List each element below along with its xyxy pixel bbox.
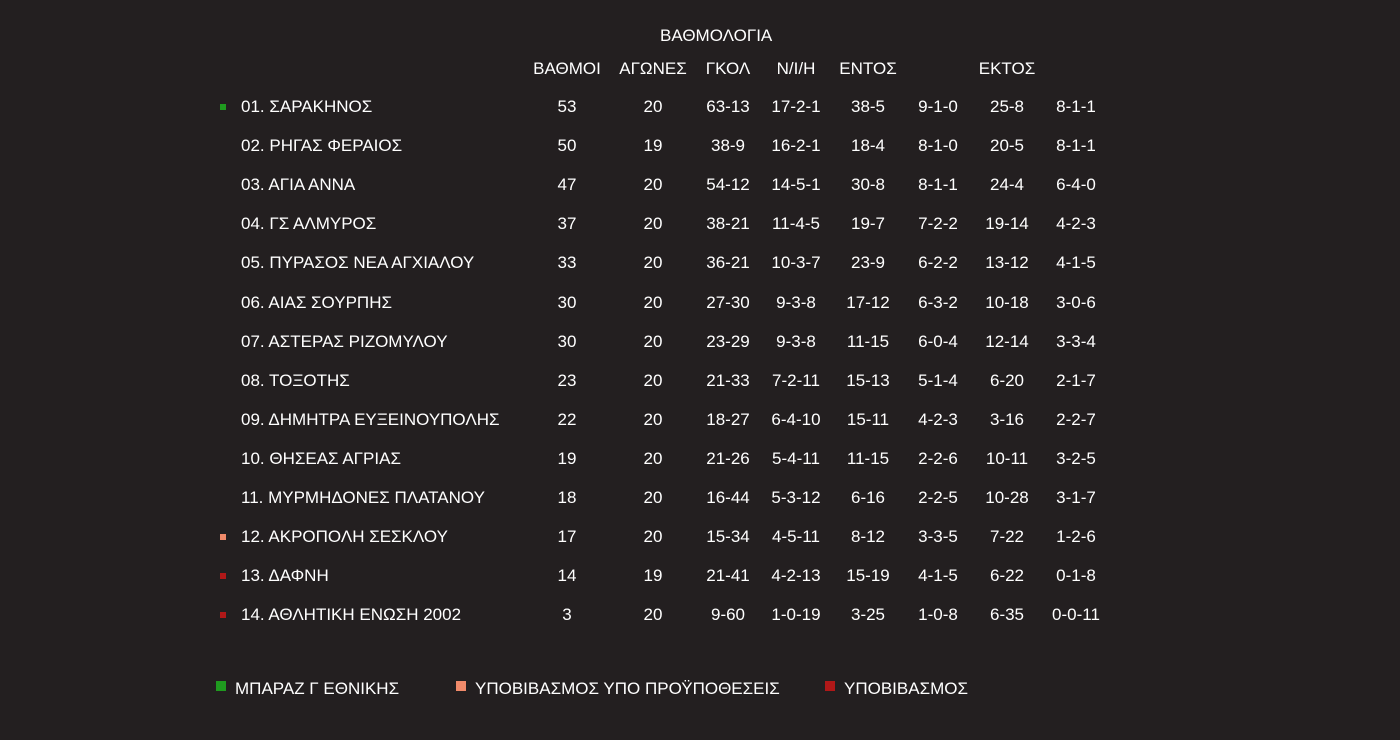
cell-away-goals: 6-22 <box>989 566 1025 586</box>
cell-matches: 19 <box>643 566 663 586</box>
cell-away-record: 2-2-7 <box>1056 409 1096 429</box>
cell-team: 02. ΡΗΓΑΣ ΦΕΡΑΙΟΣ <box>241 136 403 156</box>
cell-points: 30 <box>557 331 577 351</box>
cell-points: 33 <box>557 253 577 273</box>
cell-away-goals: 13-12 <box>985 253 1029 273</box>
cell-home-record: 2-2-5 <box>918 488 958 507</box>
cell-team: 04. ΓΣ ΑΛΜΥΡΟΣ <box>241 214 377 234</box>
table-row <box>0 371 1400 391</box>
cell-away-record: 3-1-7 <box>1056 488 1096 507</box>
cell-team: 10. ΘΗΣΕΑΣ ΑΓΡΙΑΣ <box>241 448 401 468</box>
cell-away-goals: 24-4 <box>989 175 1025 195</box>
cell-away-record: 3-2-5 <box>1056 448 1096 468</box>
cell-home-record: 8-1-1 <box>918 175 958 195</box>
cell-record: 16-2-1 <box>771 136 821 156</box>
cell-goals: 21-33 <box>706 370 750 390</box>
legend-conditional-label: ΥΠΟΒΙΒΑΣΜΟΣ ΥΠΟ ΠΡΟΫΠΟΘΕΣΕΙΣ <box>475 679 780 698</box>
cell-points: 30 <box>557 292 577 312</box>
cell-home-goals: 6-16 <box>850 488 886 507</box>
cell-matches: 19 <box>643 136 663 156</box>
cell-matches: 20 <box>643 292 663 312</box>
cell-home-record: 5-1-4 <box>918 370 958 390</box>
table-row <box>0 97 1400 117</box>
legend-relegation-label: ΥΠΟΒΙΒΑΣΜΟΣ <box>844 679 968 698</box>
table-row <box>0 449 1400 469</box>
table-row <box>0 214 1400 234</box>
cell-points: 3 <box>562 605 572 625</box>
cell-record: 1-0-19 <box>771 605 821 625</box>
cell-away-goals: 19-14 <box>985 214 1029 234</box>
cell-team: 06. ΑΙΑΣ ΣΟΥΡΠΗΣ <box>241 292 392 312</box>
cell-record: 14-5-1 <box>771 175 821 195</box>
header-goals: ΓΚΟΛ <box>705 59 751 78</box>
table-row <box>0 136 1400 156</box>
cell-away-record: 3-3-4 <box>1056 331 1096 351</box>
cell-away-goals: 7-22 <box>989 527 1025 547</box>
cell-team: 08. ΤΟΞΟΤΗΣ <box>241 370 350 390</box>
cell-matches: 20 <box>643 527 663 547</box>
legend-conditional-swatch <box>456 681 466 691</box>
cell-matches: 20 <box>643 605 663 625</box>
table-title: ΒΑΘΜΟΛΟΓΙΑ <box>660 26 773 45</box>
cell-home-goals: 17-12 <box>846 292 890 312</box>
cell-record: 17-2-1 <box>771 97 821 116</box>
status-marker-conditional <box>220 534 226 540</box>
cell-home-goals: 18-4 <box>850 136 886 156</box>
cell-matches: 20 <box>643 488 663 507</box>
status-marker-promotion <box>220 104 226 110</box>
cell-home-record: 6-0-4 <box>918 331 958 351</box>
cell-home-goals: 11-15 <box>846 331 890 351</box>
cell-team: 07. ΑΣΤΕΡΑΣ ΡΙΖΟΜΥΛΟΥ <box>241 331 448 351</box>
table-row <box>0 527 1400 547</box>
cell-home-record: 4-1-5 <box>918 566 958 586</box>
cell-points: 47 <box>557 175 577 195</box>
header-points: ΒΑΘΜΟΙ <box>533 59 601 78</box>
cell-matches: 20 <box>643 97 663 116</box>
cell-away-record: 0-1-8 <box>1056 566 1096 586</box>
cell-home-goals: 38-5 <box>850 97 886 116</box>
cell-home-record: 6-3-2 <box>918 292 958 312</box>
cell-record: 9-3-8 <box>776 331 816 351</box>
cell-goals: 36-21 <box>706 253 750 273</box>
cell-away-goals: 12-14 <box>985 331 1029 351</box>
cell-away-goals: 10-11 <box>985 448 1029 468</box>
cell-goals: 54-12 <box>706 175 750 195</box>
cell-away-goals: 6-20 <box>989 370 1025 390</box>
cell-home-record: 2-2-6 <box>918 448 958 468</box>
cell-home-record: 1-0-8 <box>918 605 958 625</box>
cell-goals: 23-29 <box>706 331 750 351</box>
cell-home-goals: 11-15 <box>846 448 890 468</box>
cell-away-goals: 20-5 <box>989 136 1025 156</box>
cell-home-record: 8-1-0 <box>918 136 958 156</box>
cell-points: 17 <box>557 527 577 547</box>
legend-promotion-swatch <box>216 681 226 691</box>
cell-team: 13. ΔΑΦΝΗ <box>241 566 329 586</box>
cell-team: 11. ΜΥΡΜΗΔΟΝΕΣ ΠΛΑΤΑΝΟΥ <box>241 488 485 507</box>
cell-record: 4-5-11 <box>772 527 820 547</box>
cell-points: 22 <box>557 409 577 429</box>
cell-away-goals: 3-16 <box>989 409 1025 429</box>
cell-home-record: 9-1-0 <box>918 97 958 116</box>
cell-matches: 20 <box>643 331 663 351</box>
table-row <box>0 293 1400 313</box>
header-matches: ΑΓΩΝΕΣ <box>619 59 687 78</box>
cell-home-goals: 3-25 <box>850 605 886 625</box>
cell-away-goals: 6-35 <box>989 605 1025 625</box>
cell-matches: 20 <box>643 448 663 468</box>
cell-team: 09. ΔΗΜΗΤΡΑ ΕΥΞΕΙΝΟΥΠΟΛΗΣ <box>241 409 500 429</box>
cell-matches: 20 <box>643 214 663 234</box>
cell-goals: 63-13 <box>706 97 750 116</box>
cell-record: 7-2-11 <box>772 370 820 390</box>
cell-points: 23 <box>557 370 577 390</box>
cell-goals: 16-44 <box>706 488 750 507</box>
cell-home-goals: 19-7 <box>850 214 886 234</box>
cell-goals: 15-34 <box>706 527 750 547</box>
header-record: Ν/Ι/Η <box>776 59 816 78</box>
cell-record: 10-3-7 <box>771 253 821 273</box>
cell-points: 53 <box>557 97 577 116</box>
cell-record: 9-3-8 <box>776 292 816 312</box>
table-row <box>0 253 1400 273</box>
cell-record: 5-3-12 <box>771 488 821 507</box>
cell-away-goals: 10-18 <box>985 292 1029 312</box>
table-row <box>0 410 1400 430</box>
cell-record: 11-4-5 <box>772 214 820 234</box>
table-row <box>0 488 1400 508</box>
cell-goals: 38-9 <box>710 136 746 156</box>
cell-away-record: 4-1-5 <box>1056 253 1096 273</box>
legend-promotion-label: ΜΠΑΡΑΖ Γ ΕΘΝΙΚΗΣ <box>235 679 400 698</box>
table-row <box>0 605 1400 625</box>
cell-away-record: 8-1-1 <box>1056 97 1096 116</box>
cell-team: 03. ΑΓΙΑ ΑΝΝΑ <box>241 175 356 195</box>
cell-points: 18 <box>557 488 577 507</box>
cell-team: 01. ΣΑΡΑΚΗΝΟΣ <box>241 97 373 116</box>
cell-matches: 20 <box>643 175 663 195</box>
table-row <box>0 566 1400 586</box>
cell-away-record: 2-1-7 <box>1056 370 1096 390</box>
header-home: ΕΝΤΟΣ <box>839 59 897 78</box>
cell-away-record: 3-0-6 <box>1056 292 1096 312</box>
cell-home-goals: 15-11 <box>846 409 890 429</box>
cell-team: 14. ΑΘΛΗΤΙΚΗ ΕΝΩΣΗ 2002 <box>241 605 462 625</box>
cell-points: 50 <box>557 136 577 156</box>
cell-home-goals: 15-19 <box>846 566 890 586</box>
cell-away-goals: 10-28 <box>985 488 1029 507</box>
cell-home-record: 3-3-5 <box>918 527 958 547</box>
cell-points: 37 <box>557 214 577 234</box>
cell-home-record: 4-2-3 <box>918 409 958 429</box>
cell-team: 12. ΑΚΡΟΠΟΛΗ ΣΕΣΚΛΟΥ <box>241 527 448 547</box>
cell-record: 6-4-10 <box>771 409 821 429</box>
legend-relegation-swatch <box>825 681 835 691</box>
cell-matches: 20 <box>643 409 663 429</box>
cell-matches: 20 <box>643 253 663 273</box>
cell-goals: 21-26 <box>706 448 750 468</box>
status-marker-relegation <box>220 573 226 579</box>
cell-home-goals: 23-9 <box>850 253 886 273</box>
cell-goals: 18-27 <box>706 409 750 429</box>
cell-away-record: 0-0-11 <box>1052 605 1100 625</box>
status-marker-relegation <box>220 612 226 618</box>
cell-matches: 20 <box>643 370 663 390</box>
cell-away-record: 6-4-0 <box>1056 175 1096 195</box>
cell-points: 14 <box>557 566 577 586</box>
cell-goals: 9-60 <box>710 605 746 625</box>
header-away: ΕΚΤΟΣ <box>978 59 1036 78</box>
cell-home-goals: 8-12 <box>850 527 886 547</box>
cell-away-record: 4-2-3 <box>1056 214 1096 234</box>
cell-home-goals: 30-8 <box>850 175 886 195</box>
cell-home-record: 6-2-2 <box>918 253 958 273</box>
table-row <box>0 332 1400 352</box>
cell-record: 4-2-13 <box>771 566 821 586</box>
table-row <box>0 175 1400 195</box>
cell-away-record: 8-1-1 <box>1056 136 1096 156</box>
cell-away-goals: 25-8 <box>989 97 1025 116</box>
cell-team: 05. ΠΥΡΑΣΟΣ ΝΕΑ ΑΓΧΙΑΛΟΥ <box>241 253 475 273</box>
cell-goals: 38-21 <box>706 214 750 234</box>
cell-home-record: 7-2-2 <box>918 214 958 234</box>
cell-home-goals: 15-13 <box>846 370 890 390</box>
cell-record: 5-4-11 <box>772 448 820 468</box>
cell-points: 19 <box>557 448 577 468</box>
cell-goals: 27-30 <box>706 292 750 312</box>
cell-goals: 21-41 <box>706 566 750 586</box>
cell-away-record: 1-2-6 <box>1056 527 1096 547</box>
